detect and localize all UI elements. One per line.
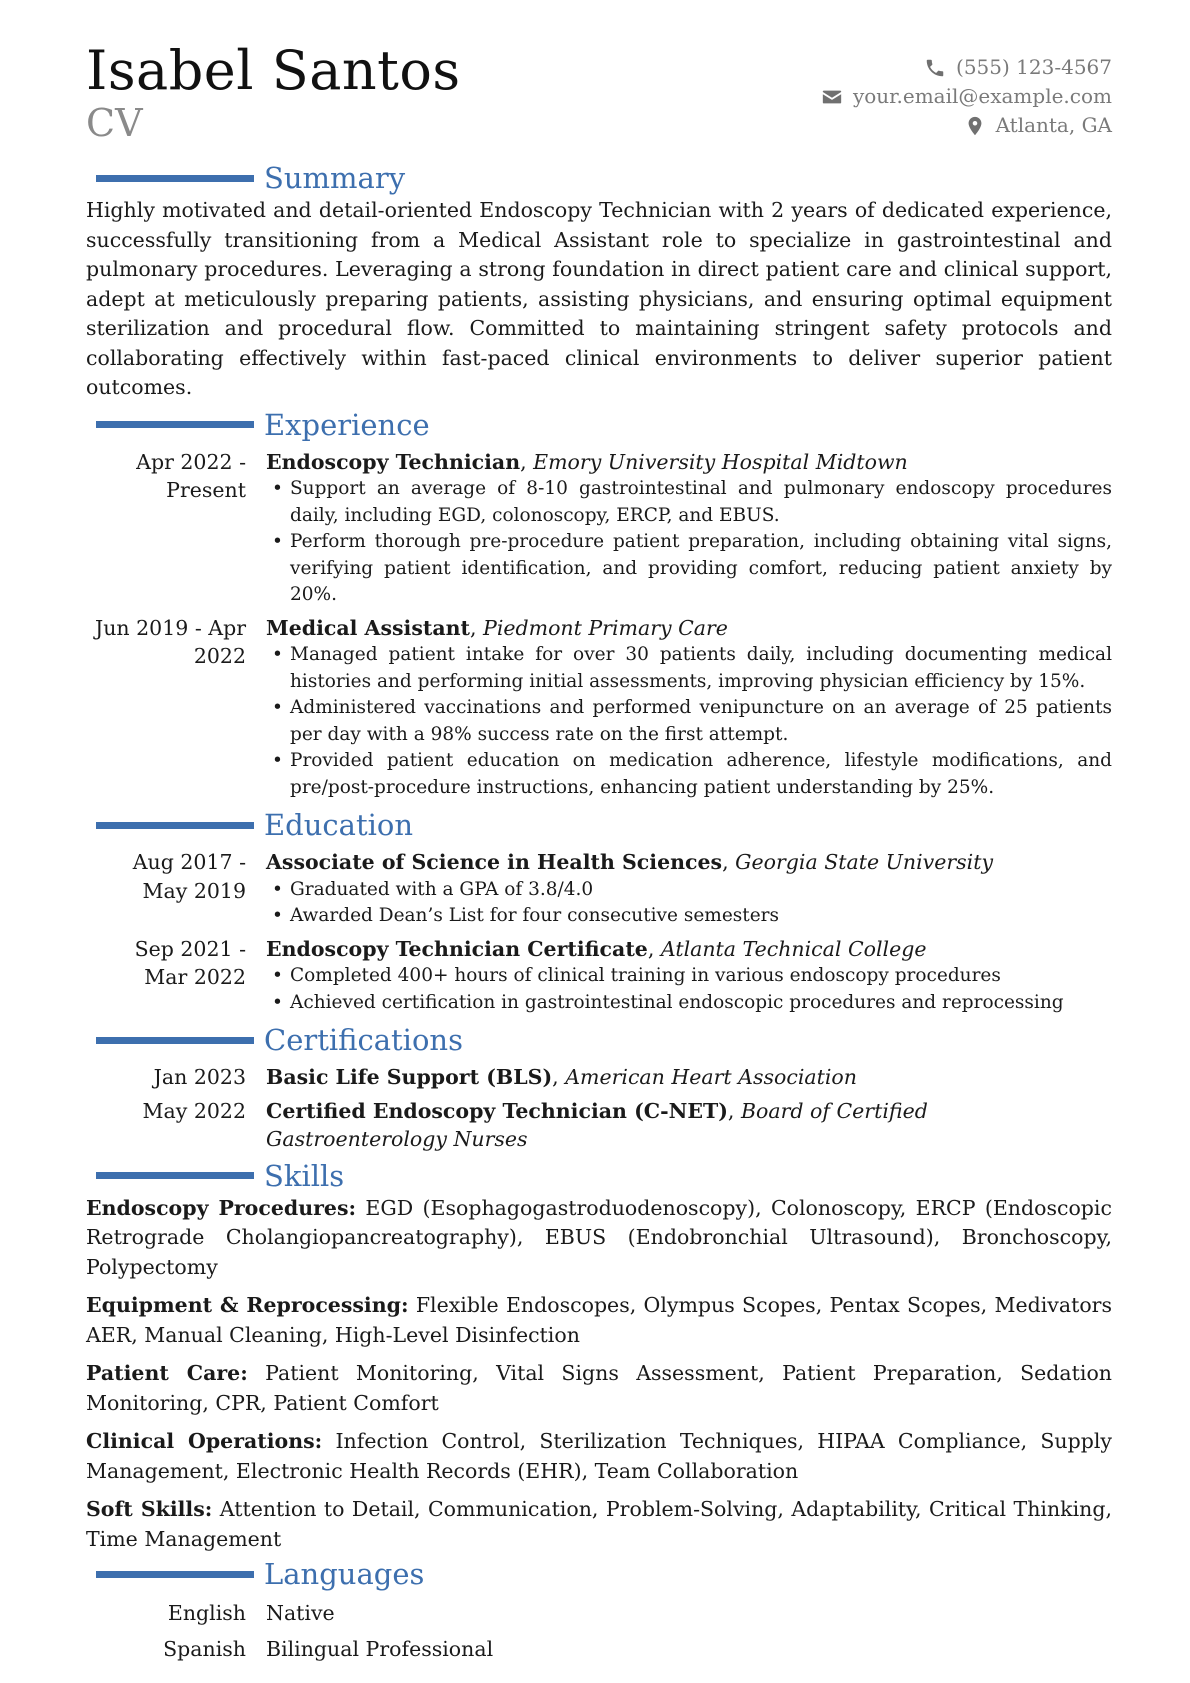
bullet-item: • Administered vaccinations and performed venipuncture on an average of 25 patients per day with a 98% success rate on the first attempt. <box>266 695 1112 748</box>
skill-label: Endoscopy Procedures: <box>86 1195 357 1220</box>
language-name: Spanish <box>163 1636 246 1661</box>
bullet-item: • Support an average of 8-10 gastrointestinal and pulmonary endoscopy procedures daily, including EGD, colonoscopy, ERCP, and EBUS. <box>266 476 1112 529</box>
language-level: Native <box>266 1601 335 1625</box>
entry-date: May 2022 <box>142 1098 246 1123</box>
section-title: Experience <box>264 407 430 442</box>
section-title: Education <box>264 808 414 842</box>
entry-body <box>266 448 1112 609</box>
entry-date: Aug 2017 - May 2019 <box>132 850 246 903</box>
institution: Georgia State University <box>735 850 994 874</box>
entry-date: Apr 2022 - Present <box>136 449 246 502</box>
contact-location <box>821 111 1112 140</box>
email-address[interactable]: your.email@example.com <box>852 84 1112 108</box>
section-title: Skills <box>264 1158 345 1193</box>
job-title: Medical Assistant <box>266 615 470 640</box>
section-skills-heading <box>86 1158 1112 1194</box>
section-title: Languages <box>264 1557 425 1591</box>
experience-entry <box>86 448 1112 609</box>
section-rule <box>96 1037 254 1044</box>
entry-date: Jun 2019 - Apr 2022 <box>95 615 246 668</box>
section-rule <box>96 822 254 829</box>
location-text: Atlanta, GA <box>995 113 1112 137</box>
contact-block <box>821 53 1112 140</box>
employer: Piedmont Primary Care <box>483 615 728 640</box>
section-certifications-heading <box>86 1022 1112 1058</box>
entry-heading: Medical Assistant, Piedmont Primary Care <box>266 615 728 640</box>
bullet-list <box>266 476 1112 609</box>
skill-text: Infection Control, Sterilization Techniques, HIPAA Compliance, Supply Management, Electronic Health Records (EHR), Team Collaboration <box>86 1429 1112 1483</box>
section-rule <box>96 421 254 428</box>
skill-text: EGD (Esophagogastroduodenoscopy), Colonoscopy, ERCP (Endoscopic Retrograde Cholangiopancreatography), EBUS (Endobronchial Ultrasound), Bronchoscopy, Polypectomy <box>86 1195 1112 1279</box>
bullet-item: • Provided patient education on medication adherence, lifestyle modifications, and pre/post-procedure instructions, enhancing patient understanding by 25%. <box>266 748 1112 801</box>
language-entry <box>86 1635 1112 1664</box>
employer: Emory University Hospital Midtown <box>533 449 908 474</box>
contact-email <box>821 82 1112 111</box>
skill-label: Clinical Operations: <box>86 1429 323 1453</box>
certification-title: Basic Life Support (BLS) <box>266 1065 553 1089</box>
skill-label: Patient Care: <box>86 1361 248 1385</box>
bullet-item: • Completed 400+ hours of clinical training in various endoscopy procedures <box>266 963 1112 990</box>
bullet-list <box>266 877 1112 930</box>
bullet-item: • Achieved certification in gastrointestinal endoscopic procedures and reprocessing <box>266 990 1112 1017</box>
skill-text: Attention to Detail, Communication, Problem-Solving, Adaptability, Critical Thinking, Time Management <box>86 1497 1112 1551</box>
bullet-list <box>266 963 1112 1016</box>
job-title: Endoscopy Technician <box>266 449 521 474</box>
entry-heading: Certified Endoscopy Technician (C-NET), Board of Certified Gastroenterology Nurses <box>266 1098 928 1151</box>
section-rule <box>96 175 254 182</box>
education-entry <box>86 935 1112 1017</box>
skill-group <box>86 1495 1112 1554</box>
entry-body <box>266 1097 1112 1154</box>
degree-title: Endoscopy Technician Certificate <box>266 936 648 961</box>
certification-entry <box>86 1063 1112 1092</box>
phone-icon <box>924 57 946 79</box>
entry-body <box>266 935 1112 1017</box>
header <box>86 40 1112 158</box>
entry-heading: Endoscopy Technician, Emory University Hospital Midtown <box>266 449 908 474</box>
envelope-icon <box>821 86 843 108</box>
cv-page <box>86 40 1112 1663</box>
entry-heading: Basic Life Support (BLS), American Heart Association <box>266 1065 857 1089</box>
entry-heading: Endoscopy Technician Certificate, Atlanta Technical College <box>266 936 927 961</box>
bullet-item: • Graduated with a GPA of 3.8/4.0 <box>266 877 1112 904</box>
entry-heading: Associate of Science in Health Sciences, Georgia State University <box>266 850 994 874</box>
section-languages-heading <box>86 1556 1112 1592</box>
skill-group <box>86 1291 1112 1350</box>
bullet-item: • Perform thorough pre-procedure patient preparation, including obtaining vital signs, verifying patient identification, and providing comfort, reducing patient anxiety by 20%. <box>266 529 1112 609</box>
section-education-heading <box>86 807 1112 843</box>
section-title: Certifications <box>264 1023 463 1057</box>
institution: Atlanta Technical College <box>660 936 927 961</box>
issuer: Board of Certified Gastroenterology Nurses <box>266 1098 928 1151</box>
education-entry <box>86 848 1112 930</box>
entry-body <box>266 1063 1112 1092</box>
language-name: English <box>167 1601 246 1625</box>
section-title: Summary <box>264 161 406 195</box>
bullet-list <box>266 642 1112 801</box>
section-rule <box>96 1571 254 1578</box>
degree-title: Associate of Science in Health Sciences <box>266 850 723 874</box>
skill-group <box>86 1194 1112 1283</box>
candidate-name: Isabel Santos <box>86 39 461 102</box>
language-level: Bilingual Professional <box>266 1636 494 1661</box>
entry-body <box>266 614 1112 802</box>
experience-entry <box>86 614 1112 802</box>
entry-date: Sep 2021 - Mar 2022 <box>134 936 246 989</box>
skill-group <box>86 1359 1112 1418</box>
summary-text: Highly motivated and detail-oriented Endoscopy Technician with 2 years of dedicated experience, successfully transitioning from a Medical Assistant role to specialize in gastrointestinal and pulmonary procedures. Leveraging a strong foundation in direct patient care and clinical support, adept at meticulously preparing patients, assisting physicians, and ensuring optimal equipment sterilization and procedural flow. Committed to maintaining stringent safety protocols and collaborating effectively within fast-paced clinical environments to deliver superior patient outcomes. <box>86 198 1112 399</box>
certification-entry <box>86 1097 1112 1154</box>
section-experience-heading <box>86 407 1112 443</box>
phone-number[interactable]: (555) 123-4567 <box>956 55 1112 79</box>
contact-phone <box>821 53 1112 82</box>
certification-title: Certified Endoscopy Technician (C-NET) <box>266 1098 728 1123</box>
section-summary-heading <box>86 160 1112 196</box>
document-subtitle: CV <box>86 101 143 145</box>
skill-text: Flexible Endoscopes, Olympus Scopes, Pentax Scopes, Medivators AER, Manual Cleaning, High-Level Disinfection <box>86 1293 1112 1347</box>
skill-text: Patient Monitoring, Vital Signs Assessment, Patient Preparation, Sedation Monitoring, CPR, Patient Comfort <box>86 1361 1112 1415</box>
section-rule <box>96 1172 254 1179</box>
skill-group <box>86 1427 1112 1486</box>
entry-body <box>266 848 1112 930</box>
language-entry <box>86 1599 1112 1628</box>
issuer: American Heart Association <box>565 1065 857 1089</box>
skill-label: Soft Skills: <box>86 1497 213 1521</box>
skill-label: Equipment & Reprocessing: <box>86 1293 409 1317</box>
entry-date: Jan 2023 <box>153 1065 246 1089</box>
bullet-item: • Managed patient intake for over 30 patients daily, including documenting medical histories and performing initial assessments, improving physician efficiency by 15%. <box>266 642 1112 695</box>
map-marker-icon <box>964 115 986 137</box>
bullet-item: • Awarded Dean’s List for four consecutive semesters <box>266 903 1112 930</box>
